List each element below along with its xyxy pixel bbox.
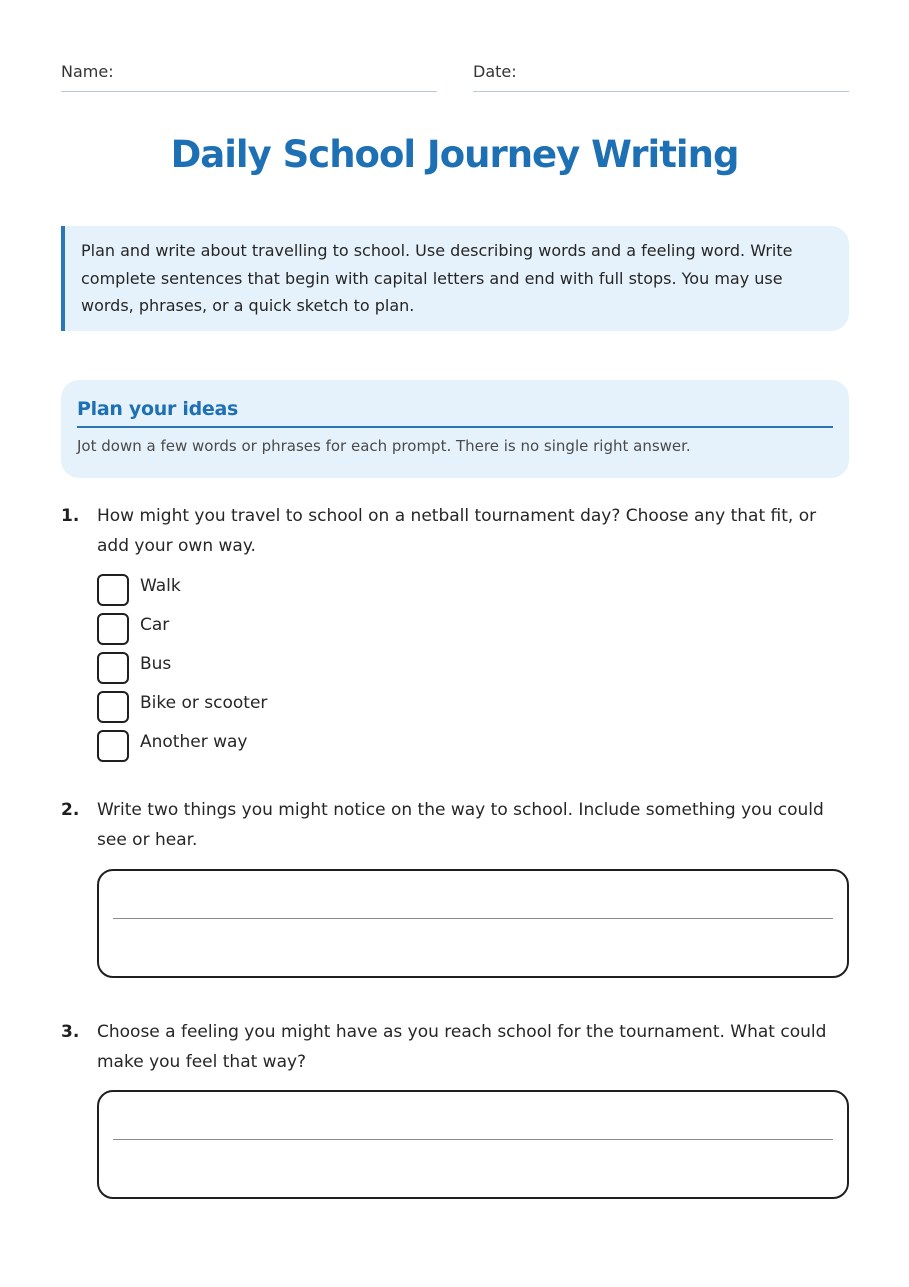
page-title: Daily School Journey Writing [170, 133, 739, 176]
checkbox[interactable] [97, 691, 129, 723]
option-label: Another way [140, 732, 248, 752]
question-number: 2. [61, 800, 80, 820]
checkbox[interactable] [97, 652, 129, 684]
writing-line [113, 1139, 833, 1140]
option-label: Bus [140, 654, 172, 674]
checkbox[interactable] [97, 574, 129, 606]
option-label: Walk [140, 576, 181, 596]
question-text: Write two things you might notice on the way to school. Include something you could see or hear. [97, 800, 824, 850]
writing-line [113, 918, 833, 919]
question-text: Choose a feeling you might have as you reach school for the tournament. What could make you feel that way? [97, 1022, 827, 1072]
date-field[interactable] [473, 62, 849, 92]
plan-title: Plan your ideas [77, 398, 833, 428]
name-label: Name: [61, 62, 114, 81]
answer-box-3[interactable] [97, 1090, 849, 1199]
answer-box-2[interactable] [97, 869, 849, 978]
plan-subtitle: Jot down a few words or phrases for each prompt. There is no single right answer. [77, 437, 691, 455]
name-field[interactable] [61, 62, 437, 92]
instructions-panel [61, 226, 849, 331]
instructions-text: Plan and write about travelling to school. Use describing words and a feeling word. Write complete sentences that begin with capital letters and end with full stops. You may use words, phrases, or a quick sketch to plan. [81, 241, 793, 315]
question-number: 3. [61, 1022, 80, 1042]
date-label: Date: [473, 62, 517, 81]
plan-panel [61, 380, 849, 478]
checkbox[interactable] [97, 613, 129, 645]
question-text: How might you travel to school on a netball tournament day? Choose any that fit, or add your own way. [97, 506, 817, 556]
header-row [61, 62, 849, 92]
checkbox[interactable] [97, 730, 129, 762]
question-number: 1. [61, 506, 80, 526]
option-label: Bike or scooter [140, 693, 268, 713]
option-label: Car [140, 615, 170, 635]
